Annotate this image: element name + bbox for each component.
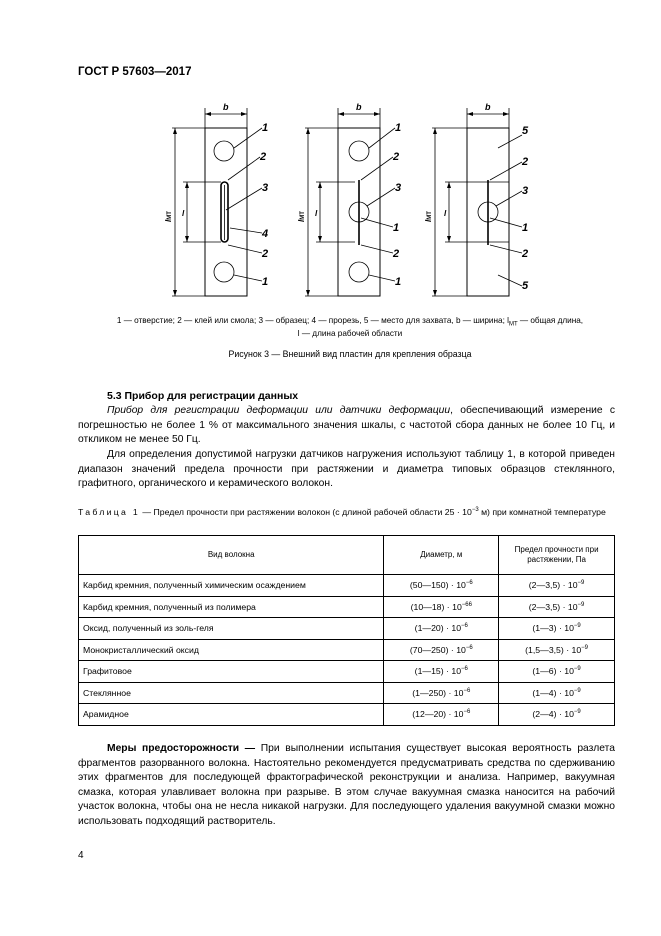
dim-l-mid: l xyxy=(315,209,318,218)
fiber-type-cell: Стеклянное xyxy=(79,682,384,704)
fiber-type-cell: Оксид, полученный из золь-геля xyxy=(79,618,384,640)
label-mid-1: 1 xyxy=(395,122,402,134)
table-header: Вид волокна xyxy=(79,536,384,575)
label-right-5: 5 xyxy=(522,125,529,137)
strength-cell: (1—3) · $10^{-9}$ xyxy=(499,618,615,640)
table-row xyxy=(79,704,615,726)
fiber-type-cell: Арамидное xyxy=(79,704,384,726)
diameter-cell: (1—20) · $10^{-6}$ xyxy=(384,618,499,640)
fiber-strength-table xyxy=(78,535,615,726)
diameter-cell: (50—150) · $10^{-6}$ xyxy=(384,575,499,597)
label-right-1: 1 xyxy=(522,222,529,234)
dim-b-right: b xyxy=(485,102,491,112)
dim-lmt-left: lМТ xyxy=(164,211,173,222)
label-mid-1b: 1 xyxy=(393,222,400,234)
label-left-3: 3 xyxy=(262,182,269,194)
table-header: Предел прочности при растяжении, Па xyxy=(499,536,615,575)
fiber-type-cell: Графитовое xyxy=(79,661,384,683)
table-caption: Таблица 1 — Предел прочности при растяжении волокон (с длиной рабочей области $25 \cdot 10^{-3}$ м) при комнатной температуре xyxy=(78,507,606,517)
label-left-4: 4 xyxy=(262,228,269,240)
table-row xyxy=(79,596,615,618)
diameter-cell: (10—18) · $10^{-66}$ xyxy=(384,596,499,618)
strength-cell: (1—4) · $10^{-9}$ xyxy=(499,682,615,704)
table-header-row xyxy=(79,536,615,575)
strength-cell: (1—6) · $10^{-9}$ xyxy=(499,661,615,683)
label-mid-1c: 1 xyxy=(395,276,402,288)
section-title: 5.3 Прибор для регистрации данных xyxy=(107,390,299,402)
label-mid-2: 2 xyxy=(393,151,400,163)
diameter-cell: (12—20) · $10^{-6}$ xyxy=(384,704,499,726)
dim-l-right: l xyxy=(444,209,447,218)
table-row xyxy=(79,661,615,683)
figure-legend-line2: l — длина рабочей области xyxy=(297,329,403,338)
label-left-1b: 1 xyxy=(262,276,269,288)
dim-b-mid: b xyxy=(356,102,362,112)
table-row xyxy=(79,639,615,661)
fiber-type-cell: Монокристаллический оксид xyxy=(79,639,384,661)
label-right-2: 2 xyxy=(522,156,529,168)
fiber-type-cell: Карбид кремния, полученный из полимера xyxy=(79,596,384,618)
figure-caption: Рисунок 3 — Внешний вид пластин для крепления образца xyxy=(228,349,472,359)
label-right-2b: 2 xyxy=(522,248,529,260)
diameter-cell: (1—15) · $10^{-6}$ xyxy=(384,661,499,683)
label-mid-2b: 2 xyxy=(393,248,400,260)
table-row xyxy=(79,618,615,640)
dim-lmt-right: lМТ xyxy=(424,211,433,222)
diameter-cell: (70—250) · $10^{-6}$ xyxy=(384,639,499,661)
label-mid-3: 3 xyxy=(395,182,402,194)
dim-l-left: l xyxy=(182,209,185,218)
dim-lmt-mid: lМТ xyxy=(297,211,306,222)
strength-cell: (2—3,5) · $10^{-9}$ xyxy=(499,575,615,597)
precautions-paragraph: Меры предосторожности — При выполнении испытания существует высокая вероятность разлета фрагментов разорванного волокна. Настоятельно рекомендуется предусматривать средства по сдерживанию этих фрагментов для последующей фрактографической реконструкции и анализа. Например, вакуумная смазка, которая улавливает волокна при разрыве. В этом случае вакуумная смазка наносится на рабочий участок волокна, чтобы она не несла никакой нагрузки. Для последующего удаления вакуумной смазки можно использовать подходящий растворитель. xyxy=(78,743,615,827)
page-number: 4 xyxy=(78,850,84,861)
dim-b-left: b xyxy=(223,102,229,112)
table-header: Диаметр, м xyxy=(384,536,499,575)
fiber-type-cell: Карбид кремния, полученный химическим осаждением xyxy=(79,575,384,597)
strength-cell: (2—4) · $10^{-9}$ xyxy=(499,704,615,726)
label-left-1: 1 xyxy=(262,122,269,134)
label-right-5b: 5 xyxy=(522,280,529,292)
strength-cell: (2—3,5) · $10^{-9}$ xyxy=(499,596,615,618)
table-row xyxy=(79,682,615,704)
specimen-plates-figure xyxy=(150,100,590,305)
figure-legend-line1: 1 — отверстие; 2 — клей или смола; 3 — образец; 4 — прорезь, 5 — место для захвата, b — ширина; $l_{МТ}$ — общая длина, xyxy=(116,316,584,328)
label-right-3: 3 xyxy=(522,185,529,197)
paragraph-1: Прибор для регистрации деформации или датчики деформации, обеспечивающий измерение с погрешностью не более 1 % от максимального значения шкалы, с частотой сбора данных не более 10 Гц, и откликом не менее 50 Гц. xyxy=(78,405,616,445)
table-row xyxy=(79,575,615,597)
label-left-2b: 2 xyxy=(262,248,269,260)
diameter-cell: (1—250) · $10^{-6}$ xyxy=(384,682,499,704)
strength-cell: (1,5—3,5) · $10^{-9}$ xyxy=(499,639,615,661)
paragraph-2: Для определения допустимой нагрузки датчиков нагружения используют таблицу 1, в которой приведен диапазон значений предела прочности при растяжении и диаметра типовых образцов стеклянного, графитного, органического и керамического волокон. xyxy=(78,449,615,489)
label-left-2: 2 xyxy=(260,151,267,163)
document-header: ГОСТ Р 57603—2017 xyxy=(78,66,192,78)
